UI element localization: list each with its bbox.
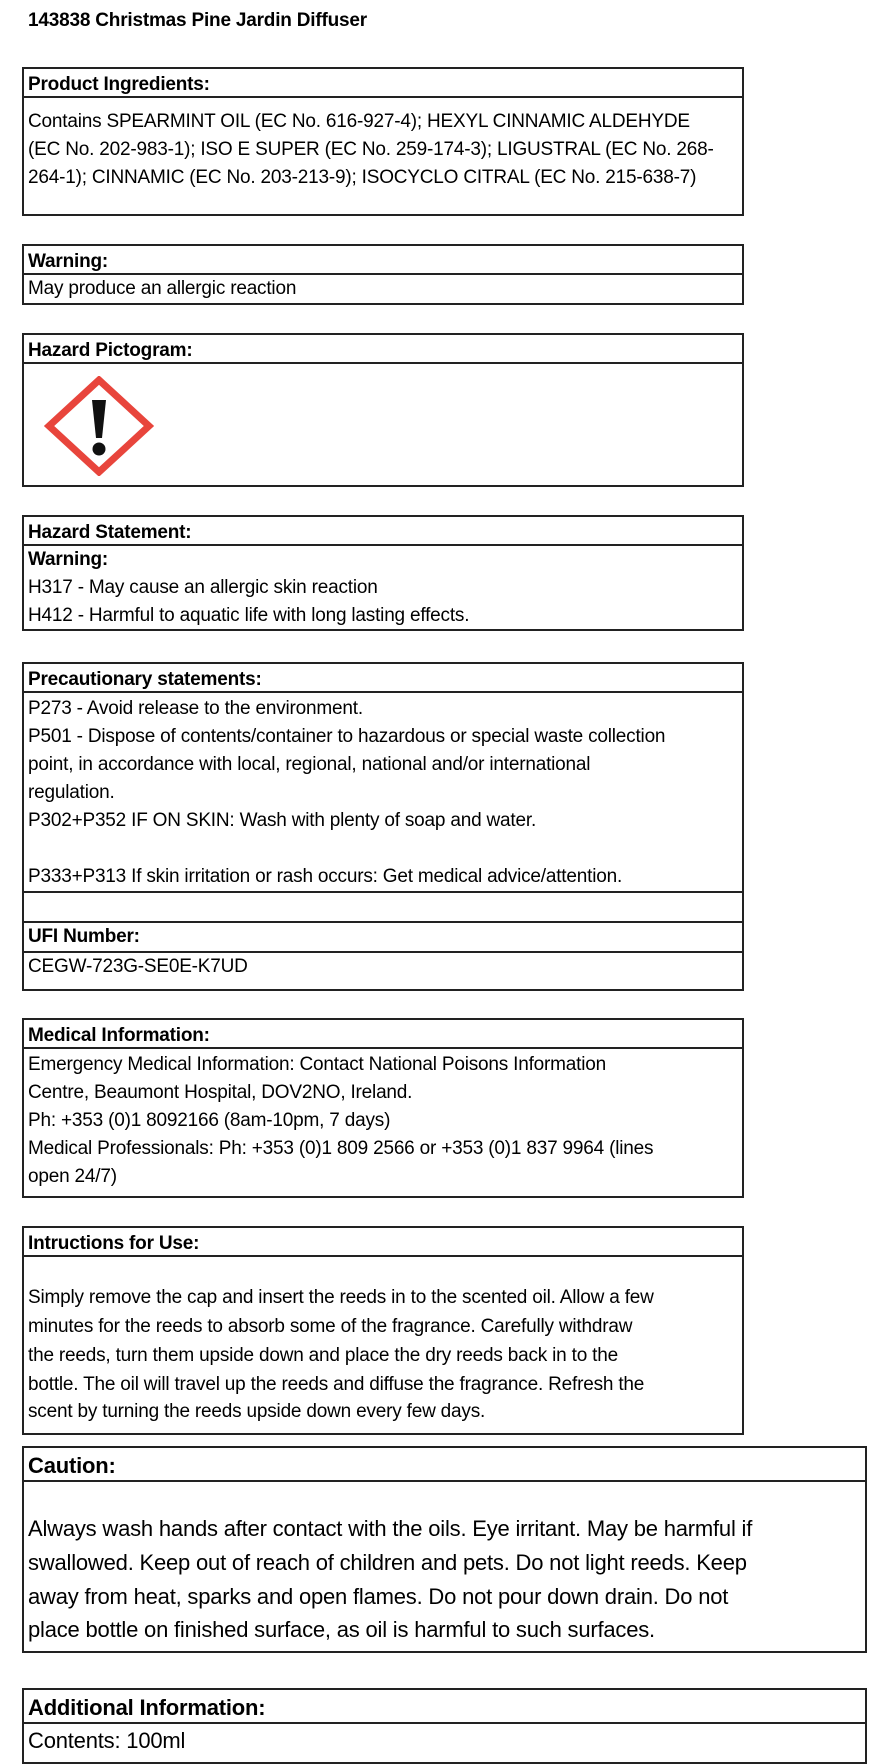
hazard-statement-line: H412 - Harmful to aquatic life with long lasting effects.	[28, 605, 470, 626]
precautionary-line: regulation.	[28, 782, 115, 803]
additional-contents: Contents: 100ml	[28, 1728, 186, 1753]
instructions-line: the reeds, turn them upside down and place the dry reeds back in to the	[28, 1345, 618, 1366]
instructions-line: minutes for the reeds to absorb some of the fragrance. Carefully withdraw	[28, 1316, 633, 1337]
instructions-line: Simply remove the cap and insert the reeds in to the scented oil. Allow a few	[28, 1287, 654, 1308]
medical-line: Centre, Beaumont Hospital, DOV2NO, Ireland.	[28, 1082, 413, 1103]
precautionary-line: P302+P352 IF ON SKIN: Wash with plenty of soap and water.	[28, 810, 537, 831]
warning-text: May produce an allergic reaction	[28, 278, 297, 299]
ingredients-line: (EC No. 202-983-1); ISO E SUPER (EC No. 259-174-3); LIGUSTRAL (EC No. 268-	[28, 139, 714, 160]
instructions-header: Intructions for Use:	[24, 1228, 742, 1257]
medical-line: open 24/7)	[28, 1166, 117, 1187]
pictogram-section	[22, 333, 744, 487]
pictogram-header: Hazard Pictogram:	[24, 335, 742, 364]
caution-line: place bottle on finished surface, as oil is harmful to such surfaces.	[28, 1617, 655, 1642]
medical-line: Emergency Medical Information: Contact National Poisons Information	[28, 1054, 606, 1075]
hazard-statement-header: Hazard Statement:	[24, 517, 742, 546]
warning-header: Warning:	[24, 246, 742, 275]
instructions-line: scent by turning the reeds upside down every few days.	[28, 1401, 486, 1422]
medical-section	[22, 1018, 744, 1198]
precautionary-line: P501 - Dispose of contents/container to hazardous or special waste collection	[28, 726, 666, 747]
hazard-signal-word: Warning:	[28, 549, 109, 570]
caution-list	[24, 1512, 865, 1646]
caution-spacer	[24, 1482, 865, 1512]
instructions-spacer	[24, 1257, 742, 1283]
additional-section	[22, 1688, 867, 1764]
precautionary-line: point, in accordance with local, regional, national and/or international	[28, 754, 591, 775]
additional-header: Additional Information:	[24, 1690, 865, 1724]
ufi-value: CEGW-723G-SE0E-K7UD	[24, 951, 742, 979]
precautionary-section	[22, 662, 744, 991]
medical-line: Medical Professionals: Ph: +353 (0)1 809 2566 or +353 (0)1 837 9964 (lines	[28, 1138, 654, 1159]
medical-line: Ph: +353 (0)1 8092166 (8am-10pm, 7 days)	[28, 1110, 391, 1131]
ingredients-line: 264-1); CINNAMIC (EC No. 203-213-9); ISOCYCLO CITRAL (EC No. 215-638-7)	[28, 167, 697, 188]
page-title: 143838 Christmas Pine Jardin Diffuser	[28, 10, 367, 31]
ingredients-line: Contains SPEARMINT OIL (EC No. 616-927-4); HEXYL CINNAMIC ALDEHYDE	[28, 111, 690, 132]
precautionary-header: Precautionary statements:	[24, 664, 742, 693]
caution-line: away from heat, sparks and open flames. Do not pour down drain. Do not	[28, 1584, 729, 1609]
precautionary-list	[24, 693, 742, 891]
exclamation-mark-hazard-icon	[44, 376, 154, 476]
medical-header: Medical Information:	[24, 1020, 742, 1049]
caution-line: Always wash hands after contact with the oils. Eye irritant. May be harmful if	[28, 1516, 753, 1541]
caution-header: Caution:	[24, 1448, 865, 1482]
exclamation-dot	[93, 443, 106, 456]
hazard-statement-section	[22, 515, 744, 631]
caution-section	[22, 1446, 867, 1653]
caution-line: swallowed. Keep out of reach of children and pets. Do not light reeds. Keep	[28, 1550, 747, 1575]
hazard-statement-line: H317 - May cause an allergic skin reaction	[28, 577, 378, 598]
ingredients-text	[24, 98, 742, 194]
precautionary-line: P333+P313 If skin irritation or rash occurs: Get medical advice/attention.	[28, 866, 623, 887]
instructions-line: bottle. The oil will travel up the reeds and diffuse the fragrance. Refresh the	[28, 1374, 645, 1395]
instructions-section	[22, 1226, 744, 1435]
ingredients-header: Product Ingredients:	[24, 69, 742, 98]
precautionary-blank-line	[24, 835, 742, 863]
ingredients-section	[22, 67, 744, 216]
ufi-header: UFI Number:	[24, 921, 742, 951]
warning-section	[22, 244, 744, 305]
empty-row	[24, 891, 742, 921]
instructions-list	[24, 1283, 742, 1425]
precautionary-line: P273 - Avoid release to the environment.	[28, 698, 363, 719]
pictogram-area	[24, 364, 742, 484]
medical-list	[24, 1049, 742, 1191]
